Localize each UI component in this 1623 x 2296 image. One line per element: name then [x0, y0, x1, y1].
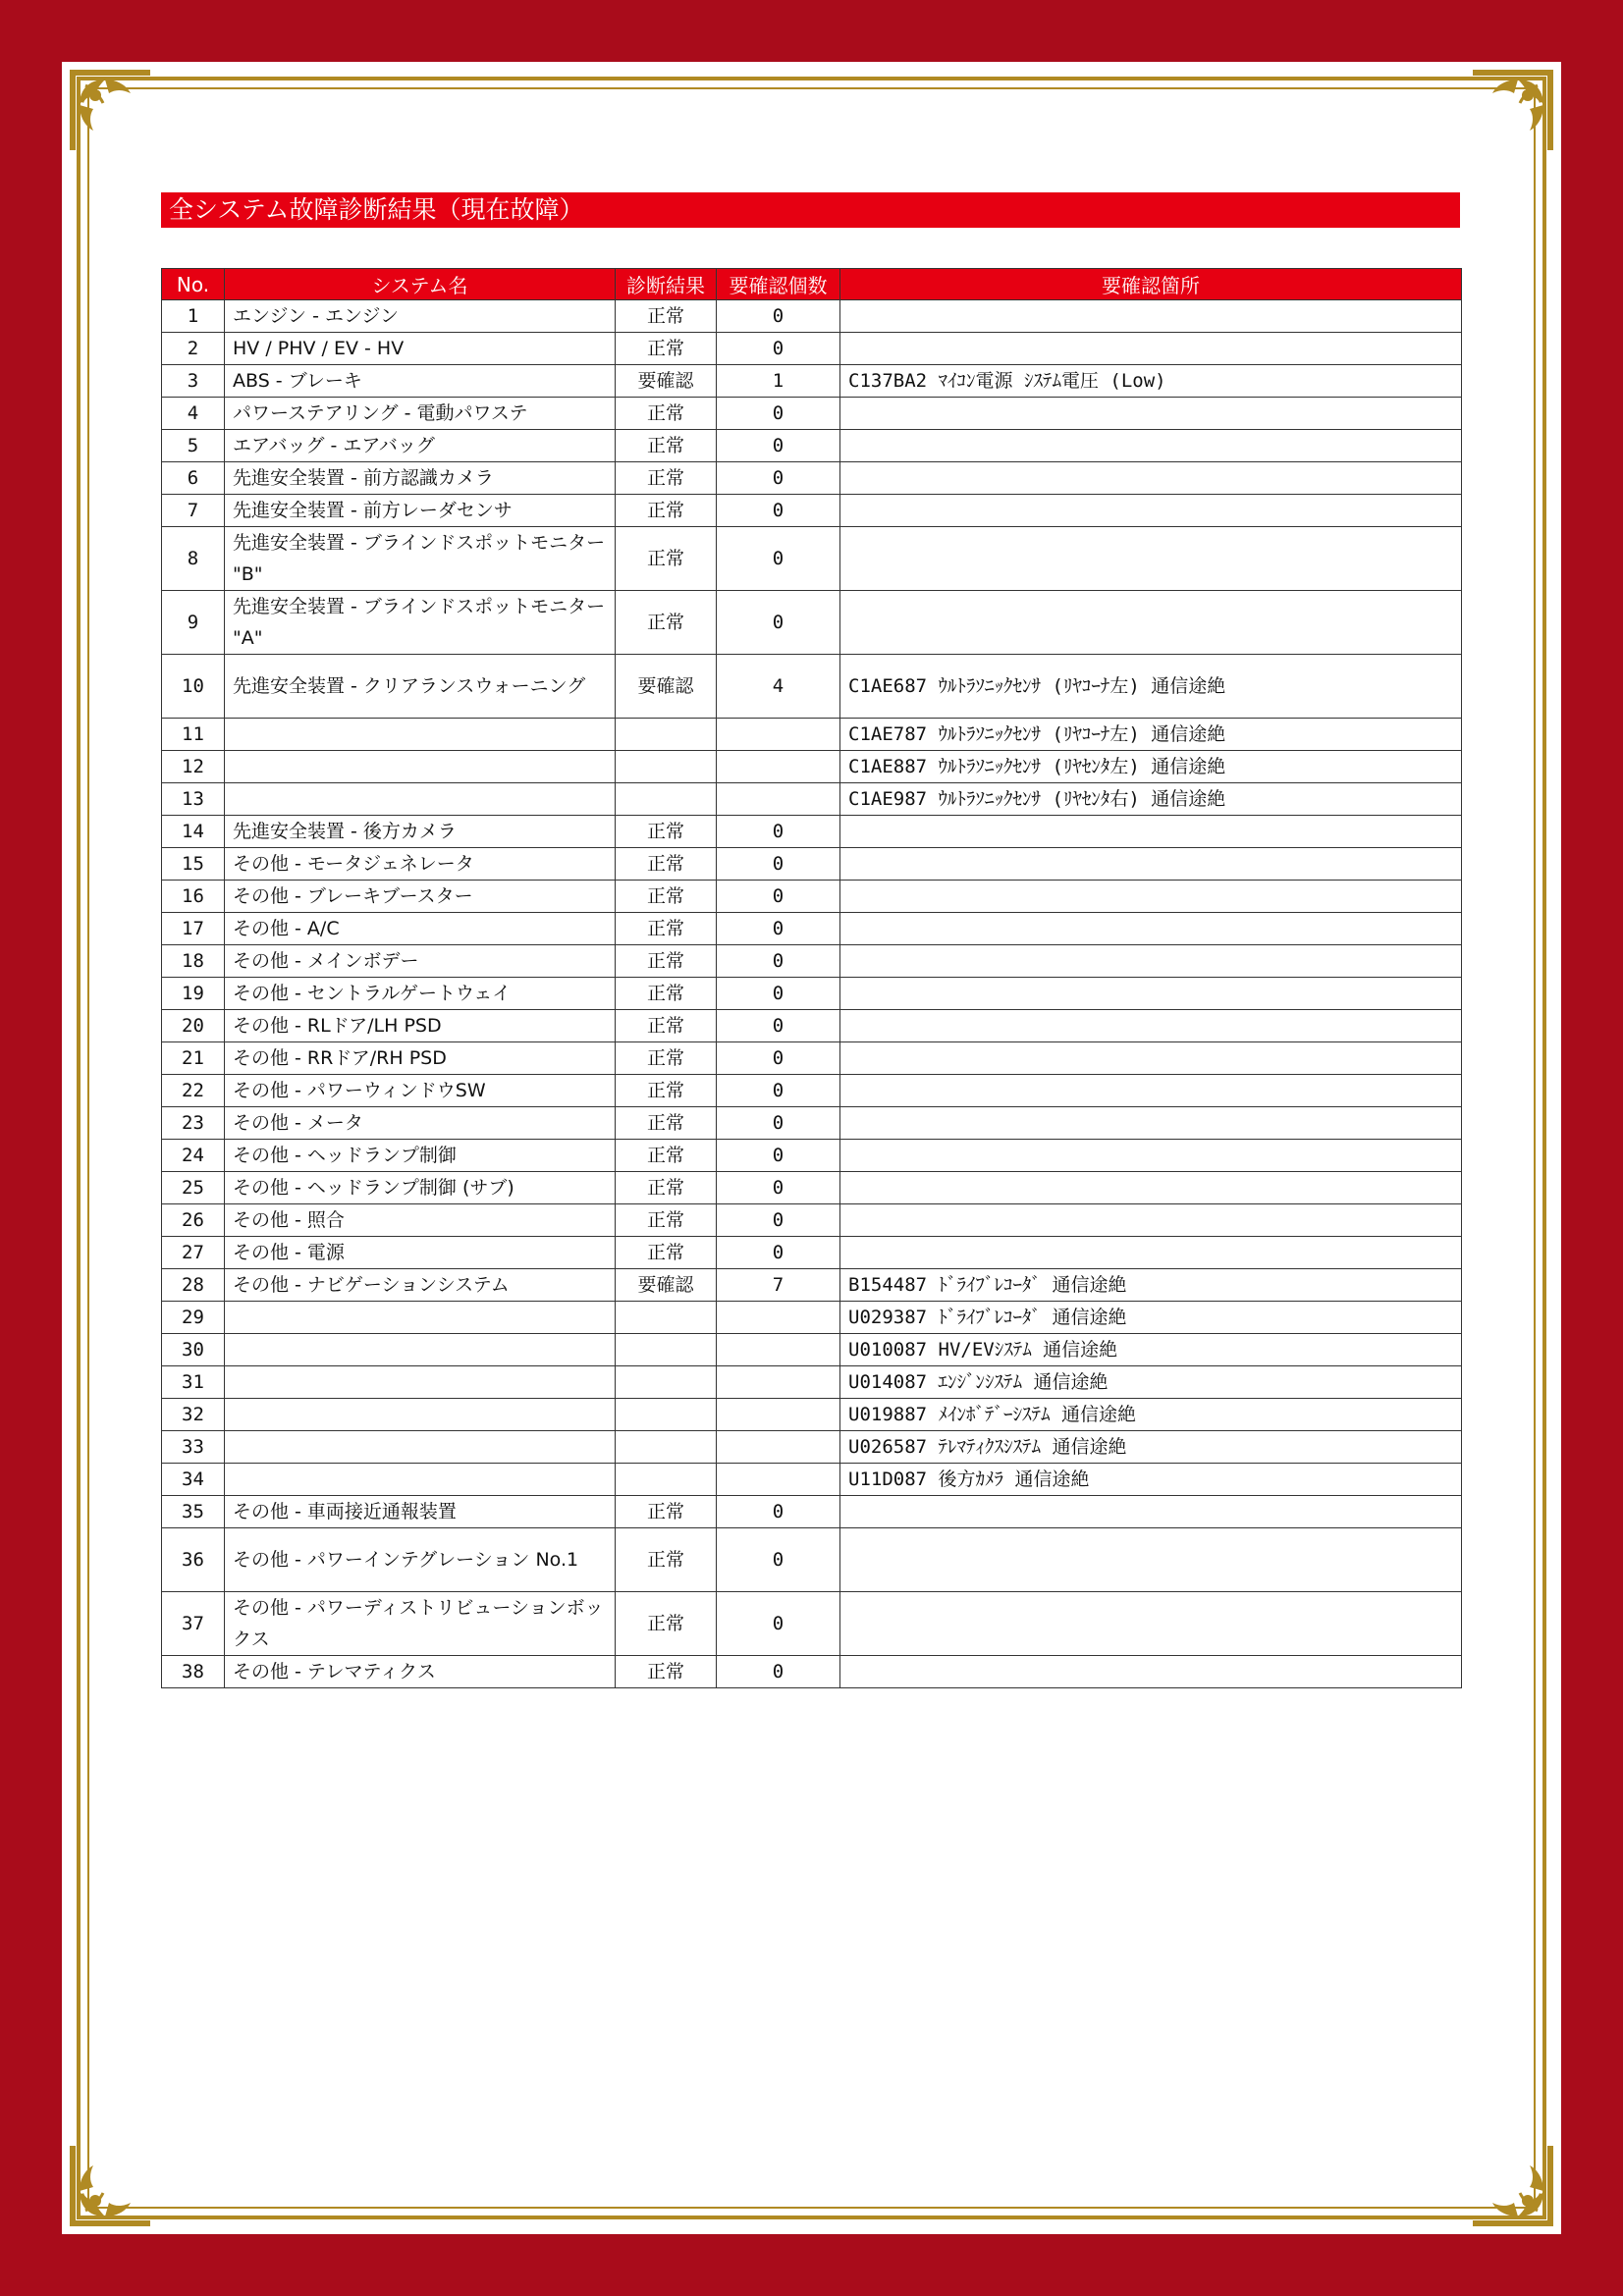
cell-check-location: C1AE987 ｳﾙﾄﾗｿﾆｯｸｾﾝｻ (ﾘﾔｾﾝﾀ右) 通信途絶: [840, 783, 1462, 816]
cell-diagnosis-result: 正常: [616, 881, 717, 913]
cell-diagnosis-result: 要確認: [616, 1269, 717, 1302]
section-title: 全システム故障診断結果（現在故障）: [161, 192, 1460, 228]
table-row: [162, 1302, 1462, 1334]
cell-diagnosis-result: 正常: [616, 495, 717, 527]
table-row: [162, 655, 1462, 719]
cell-no: 23: [162, 1107, 225, 1140]
cell-system-name: その他 - メインボデー: [225, 945, 616, 978]
cell-check-location: [840, 1107, 1462, 1140]
table-row: [162, 1075, 1462, 1107]
cell-system-name: [225, 1399, 616, 1431]
cell-system-name: その他 - パワーディストリビューションボックス: [225, 1592, 616, 1656]
cell-diagnosis-result: 正常: [616, 398, 717, 430]
cell-diagnosis-result: [616, 1366, 717, 1399]
table-row: [162, 398, 1462, 430]
cell-diagnosis-result: 正常: [616, 1656, 717, 1688]
cell-no: 38: [162, 1656, 225, 1688]
cell-check-location: [840, 333, 1462, 365]
table-row: [162, 300, 1462, 333]
cell-system-name: その他 - 車両接近通報装置: [225, 1496, 616, 1528]
cell-diagnosis-result: 正常: [616, 1528, 717, 1592]
table-row: [162, 462, 1462, 495]
cell-check-location: [840, 1656, 1462, 1688]
cell-system-name: その他 - メータ: [225, 1107, 616, 1140]
cell-no: 5: [162, 430, 225, 462]
cell-diagnosis-result: 正常: [616, 945, 717, 978]
cell-check-count: 0: [717, 1204, 840, 1237]
cell-diagnosis-result: [616, 1302, 717, 1334]
cell-no: 13: [162, 783, 225, 816]
corner-ornament-icon: [66, 2142, 154, 2230]
cell-diagnosis-result: 正常: [616, 430, 717, 462]
table-row: [162, 1528, 1462, 1592]
cell-system-name: [225, 1334, 616, 1366]
cell-diagnosis-result: [616, 1399, 717, 1431]
cell-check-count: 0: [717, 1075, 840, 1107]
table-row: [162, 430, 1462, 462]
cell-check-count: 0: [717, 1237, 840, 1269]
table-body: [162, 300, 1462, 1688]
table-row: [162, 783, 1462, 816]
table-row: [162, 1399, 1462, 1431]
table-row: [162, 816, 1462, 848]
cell-system-name: [225, 1366, 616, 1399]
cell-check-location: [840, 816, 1462, 848]
cell-no: 28: [162, 1269, 225, 1302]
cell-check-count: 0: [717, 1496, 840, 1528]
cell-system-name: [225, 1431, 616, 1464]
cell-check-location: [840, 495, 1462, 527]
cell-check-location: U029387 ﾄﾞﾗｲﾌﾞﾚｺｰﾀﾞ 通信途絶: [840, 1302, 1462, 1334]
cell-check-count: 0: [717, 1107, 840, 1140]
cell-system-name: その他 - セントラルゲートウェイ: [225, 978, 616, 1010]
cell-check-count: [717, 1302, 840, 1334]
corner-ornament-icon: [1469, 2142, 1557, 2230]
cell-diagnosis-result: 正常: [616, 913, 717, 945]
cell-no: 33: [162, 1431, 225, 1464]
cell-check-location: [840, 978, 1462, 1010]
cell-system-name: [225, 783, 616, 816]
cell-system-name: その他 - パワーインテグレーション No.1: [225, 1528, 616, 1592]
header-count: 要確認個数: [717, 269, 840, 300]
cell-check-count: [717, 1431, 840, 1464]
table-row: [162, 1334, 1462, 1366]
cell-diagnosis-result: 正常: [616, 1010, 717, 1042]
cell-system-name: 先進安全装置 - ブラインドスポットモニター "A": [225, 591, 616, 655]
table-row: [162, 1496, 1462, 1528]
cell-system-name: パワーステアリング - 電動パワステ: [225, 398, 616, 430]
cell-system-name: その他 - ブレーキブースター: [225, 881, 616, 913]
table-row: [162, 1464, 1462, 1496]
cell-no: 16: [162, 881, 225, 913]
table-row: [162, 978, 1462, 1010]
cell-check-count: [717, 1334, 840, 1366]
cell-check-count: [717, 1399, 840, 1431]
cell-check-location: U11D087 後方ｶﾒﾗ 通信途絶: [840, 1464, 1462, 1496]
table-row: [162, 591, 1462, 655]
cell-check-location: C1AE887 ｳﾙﾄﾗｿﾆｯｸｾﾝｻ (ﾘﾔｾﾝﾀ左) 通信途絶: [840, 751, 1462, 783]
corner-ornament-icon: [1469, 66, 1557, 154]
cell-system-name: その他 - ナビゲーションシステム: [225, 1269, 616, 1302]
cell-diagnosis-result: 正常: [616, 1496, 717, 1528]
cell-check-count: 0: [717, 816, 840, 848]
header-result: 診断結果: [616, 269, 717, 300]
cell-check-count: 4: [717, 655, 840, 719]
cell-system-name: その他 - テレマティクス: [225, 1656, 616, 1688]
cell-no: 17: [162, 913, 225, 945]
table-row: [162, 913, 1462, 945]
diagnosis-results-table: [161, 268, 1462, 1688]
cell-diagnosis-result: 正常: [616, 462, 717, 495]
cell-no: 8: [162, 527, 225, 591]
cell-check-count: 0: [717, 462, 840, 495]
cell-check-location: U014087 ｴﾝｼﾞﾝｼｽﾃﾑ 通信途絶: [840, 1366, 1462, 1399]
cell-check-count: 0: [717, 848, 840, 881]
table-row: [162, 1140, 1462, 1172]
cell-system-name: 先進安全装置 - クリアランスウォーニング: [225, 655, 616, 719]
cell-system-name: エアバッグ - エアバッグ: [225, 430, 616, 462]
table-row: [162, 1237, 1462, 1269]
cell-check-location: C1AE787 ｳﾙﾄﾗｿﾆｯｸｾﾝｻ (ﾘﾔｺｰﾅ左) 通信途絶: [840, 719, 1462, 751]
cell-check-count: 0: [717, 1528, 840, 1592]
cell-no: 12: [162, 751, 225, 783]
cell-check-location: [840, 848, 1462, 881]
cell-no: 29: [162, 1302, 225, 1334]
cell-check-location: C1AE687 ｳﾙﾄﾗｿﾆｯｸｾﾝｻ (ﾘﾔｺｰﾅ左) 通信途絶: [840, 655, 1462, 719]
cell-check-count: 7: [717, 1269, 840, 1302]
cell-check-location: [840, 1010, 1462, 1042]
cell-diagnosis-result: 正常: [616, 591, 717, 655]
cell-no: 31: [162, 1366, 225, 1399]
cell-diagnosis-result: 要確認: [616, 365, 717, 398]
cell-check-count: 0: [717, 527, 840, 591]
cell-diagnosis-result: 正常: [616, 1140, 717, 1172]
header-system: システム名: [225, 269, 616, 300]
cell-check-count: 0: [717, 1656, 840, 1688]
table-row: [162, 719, 1462, 751]
cell-check-count: [717, 751, 840, 783]
cell-no: 4: [162, 398, 225, 430]
cell-check-location: U010087 HV/EVｼｽﾃﾑ 通信途絶: [840, 1334, 1462, 1366]
cell-diagnosis-result: 正常: [616, 1042, 717, 1075]
cell-system-name: その他 - 電源: [225, 1237, 616, 1269]
cell-diagnosis-result: 正常: [616, 1237, 717, 1269]
table-row: [162, 1107, 1462, 1140]
cell-check-count: [717, 783, 840, 816]
cell-check-location: [840, 462, 1462, 495]
cell-system-name: その他 - ヘッドランプ制御 (サブ): [225, 1172, 616, 1204]
cell-check-location: [840, 1237, 1462, 1269]
cell-system-name: [225, 1302, 616, 1334]
cell-check-count: 0: [717, 591, 840, 655]
cell-system-name: [225, 751, 616, 783]
cell-diagnosis-result: [616, 1431, 717, 1464]
cell-no: 37: [162, 1592, 225, 1656]
cell-check-count: 0: [717, 430, 840, 462]
table-row: [162, 527, 1462, 591]
cell-no: 1: [162, 300, 225, 333]
cell-check-count: 0: [717, 495, 840, 527]
cell-system-name: ABS - ブレーキ: [225, 365, 616, 398]
cell-no: 11: [162, 719, 225, 751]
cell-diagnosis-result: 正常: [616, 1075, 717, 1107]
cell-system-name: 先進安全装置 - 前方レーダセンサ: [225, 495, 616, 527]
cell-no: 7: [162, 495, 225, 527]
cell-diagnosis-result: [616, 1334, 717, 1366]
table-row: [162, 1010, 1462, 1042]
cell-system-name: 先進安全装置 - ブラインドスポットモニター "B": [225, 527, 616, 591]
cell-no: 18: [162, 945, 225, 978]
cell-no: 19: [162, 978, 225, 1010]
cell-check-location: [840, 430, 1462, 462]
cell-no: 24: [162, 1140, 225, 1172]
cell-check-location: [840, 300, 1462, 333]
cell-no: 36: [162, 1528, 225, 1592]
cell-check-count: 0: [717, 1042, 840, 1075]
cell-system-name: [225, 719, 616, 751]
cell-diagnosis-result: 正常: [616, 816, 717, 848]
cell-no: 27: [162, 1237, 225, 1269]
table-row: [162, 1656, 1462, 1688]
cell-diagnosis-result: 正常: [616, 1172, 717, 1204]
cell-no: 26: [162, 1204, 225, 1237]
cell-check-location: U026587 ﾃﾚﾏﾃｨｸｽｼｽﾃﾑ 通信途絶: [840, 1431, 1462, 1464]
cell-no: 3: [162, 365, 225, 398]
cell-no: 22: [162, 1075, 225, 1107]
cell-system-name: エンジン - エンジン: [225, 300, 616, 333]
table-row: [162, 333, 1462, 365]
header-no: No.: [162, 269, 225, 300]
cell-check-count: 0: [717, 945, 840, 978]
cell-system-name: その他 - RLドア/LH PSD: [225, 1010, 616, 1042]
table-row: [162, 1042, 1462, 1075]
cell-system-name: HV / PHV / EV - HV: [225, 333, 616, 365]
cell-check-location: [840, 1204, 1462, 1237]
cell-system-name: 先進安全装置 - 後方カメラ: [225, 816, 616, 848]
table-row: [162, 751, 1462, 783]
cell-check-count: [717, 1464, 840, 1496]
cell-system-name: 先進安全装置 - 前方認識カメラ: [225, 462, 616, 495]
table-row: [162, 1269, 1462, 1302]
cell-no: 2: [162, 333, 225, 365]
cell-check-location: [840, 398, 1462, 430]
cell-check-count: 0: [717, 978, 840, 1010]
cell-system-name: その他 - 照合: [225, 1204, 616, 1237]
cell-system-name: その他 - パワーウィンドウSW: [225, 1075, 616, 1107]
cell-check-location: U019887 ﾒｲﾝﾎﾞﾃﾞｰｼｽﾃﾑ 通信途絶: [840, 1399, 1462, 1431]
cell-check-count: [717, 719, 840, 751]
cell-check-location: B154487 ﾄﾞﾗｲﾌﾞﾚｺｰﾀﾞ 通信途絶: [840, 1269, 1462, 1302]
cell-no: 25: [162, 1172, 225, 1204]
cell-diagnosis-result: [616, 1464, 717, 1496]
cell-check-count: 0: [717, 1592, 840, 1656]
table-row: [162, 881, 1462, 913]
cell-no: 9: [162, 591, 225, 655]
table-row: [162, 848, 1462, 881]
table-row: [162, 1172, 1462, 1204]
cell-check-count: 0: [717, 1172, 840, 1204]
table-row: [162, 1366, 1462, 1399]
cell-check-location: [840, 1592, 1462, 1656]
cell-diagnosis-result: 正常: [616, 1107, 717, 1140]
header-location: 要確認箇所: [840, 269, 1462, 300]
cell-check-count: 0: [717, 913, 840, 945]
cell-no: 21: [162, 1042, 225, 1075]
cell-check-count: 0: [717, 398, 840, 430]
cell-check-count: 1: [717, 365, 840, 398]
cell-system-name: その他 - A/C: [225, 913, 616, 945]
cell-check-location: [840, 945, 1462, 978]
cell-diagnosis-result: [616, 751, 717, 783]
cell-diagnosis-result: 正常: [616, 1592, 717, 1656]
cell-check-count: 0: [717, 333, 840, 365]
cell-check-location: [840, 881, 1462, 913]
cell-diagnosis-result: 要確認: [616, 655, 717, 719]
cell-check-location: [840, 591, 1462, 655]
cell-check-location: [840, 527, 1462, 591]
cell-check-location: [840, 1528, 1462, 1592]
report-page: [62, 62, 1561, 2234]
cell-check-count: 0: [717, 1010, 840, 1042]
cell-check-count: 0: [717, 300, 840, 333]
cell-diagnosis-result: 正常: [616, 333, 717, 365]
cell-diagnosis-result: 正常: [616, 848, 717, 881]
cell-check-count: 0: [717, 1140, 840, 1172]
cell-no: 10: [162, 655, 225, 719]
table-row: [162, 1204, 1462, 1237]
cell-no: 14: [162, 816, 225, 848]
cell-check-location: [840, 1075, 1462, 1107]
cell-diagnosis-result: [616, 783, 717, 816]
cell-no: 6: [162, 462, 225, 495]
table-row: [162, 365, 1462, 398]
cell-check-location: C137BA2 ﾏｲｺﾝ電源 ｼｽﾃﾑ電圧 (Low): [840, 365, 1462, 398]
cell-diagnosis-result: [616, 719, 717, 751]
cell-system-name: その他 - モータジェネレータ: [225, 848, 616, 881]
cell-check-count: 0: [717, 881, 840, 913]
cell-no: 34: [162, 1464, 225, 1496]
cell-no: 35: [162, 1496, 225, 1528]
cell-check-location: [840, 913, 1462, 945]
cell-check-count: [717, 1366, 840, 1399]
cell-diagnosis-result: 正常: [616, 527, 717, 591]
table-header-row: [162, 269, 1462, 300]
cell-no: 20: [162, 1010, 225, 1042]
cell-check-location: [840, 1042, 1462, 1075]
table-row: [162, 945, 1462, 978]
table-row: [162, 1592, 1462, 1656]
cell-system-name: その他 - RRドア/RH PSD: [225, 1042, 616, 1075]
cell-diagnosis-result: 正常: [616, 300, 717, 333]
cell-system-name: [225, 1464, 616, 1496]
cell-check-location: [840, 1496, 1462, 1528]
cell-system-name: その他 - ヘッドランプ制御: [225, 1140, 616, 1172]
cell-diagnosis-result: 正常: [616, 978, 717, 1010]
cell-no: 32: [162, 1399, 225, 1431]
cell-check-location: [840, 1172, 1462, 1204]
cell-check-location: [840, 1140, 1462, 1172]
corner-ornament-icon: [66, 66, 154, 154]
cell-no: 30: [162, 1334, 225, 1366]
cell-no: 15: [162, 848, 225, 881]
table-row: [162, 495, 1462, 527]
table-row: [162, 1431, 1462, 1464]
cell-diagnosis-result: 正常: [616, 1204, 717, 1237]
